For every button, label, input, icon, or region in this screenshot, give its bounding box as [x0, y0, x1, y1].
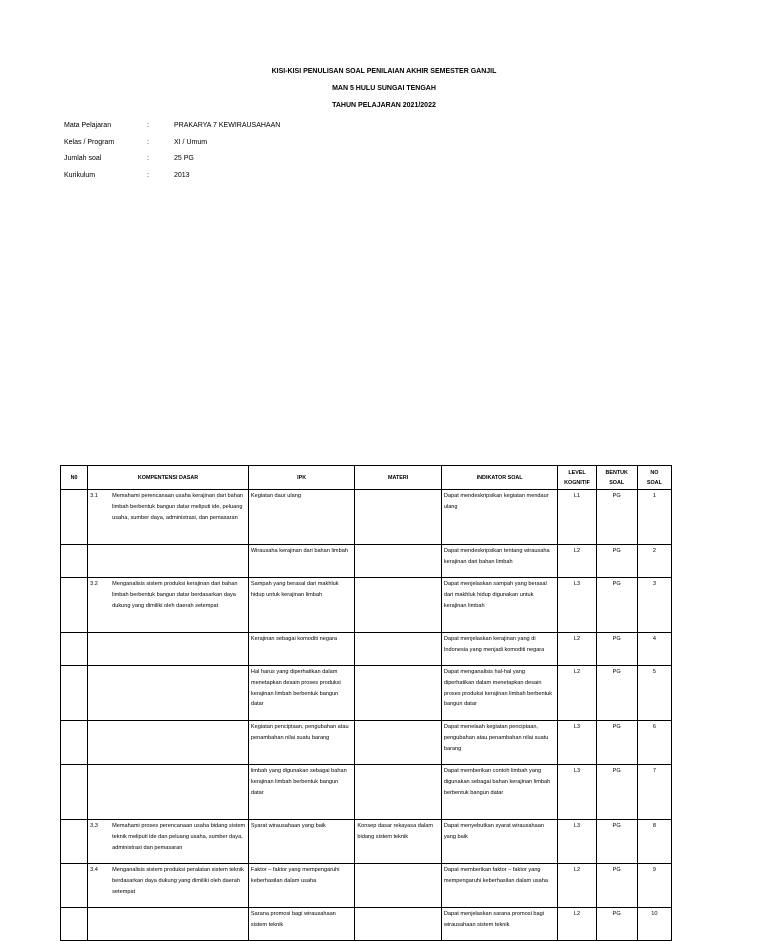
cell-no-soal: 5	[637, 666, 671, 721]
document-meta	[64, 117, 280, 184]
cell-no-soal: 4	[637, 633, 671, 666]
cell-level: L3	[558, 721, 596, 765]
header-level-kognitif	[558, 466, 596, 490]
meta-colon: :	[147, 121, 149, 129]
cell-no	[61, 864, 88, 908]
cell-bentuk: PG	[596, 721, 637, 765]
cell-indikator: Dapat menganalisis hal-hal yang diperhatikan dalam menetapkan desain proses produksi kerajinan limbah berbentuk bangun datar	[441, 666, 558, 721]
cell-kd	[88, 721, 249, 765]
cell-materi	[355, 490, 441, 545]
header-kompetensi-dasar: KOMPENTENSI DASAR	[88, 466, 249, 490]
cell-no-soal: 1	[637, 490, 671, 545]
cell-no	[61, 633, 88, 666]
cell-ipk: Wirausaha kerajinan dari bahan limbah	[248, 545, 355, 578]
cell-no	[61, 721, 88, 765]
cell-no-soal: 10	[637, 908, 671, 941]
cell-ipk: Faktor – faktor yang mempengaruhi keberhasilan dalam usaha	[248, 864, 355, 908]
table-header-row	[61, 466, 672, 490]
cell-no-soal: 2	[637, 545, 671, 578]
cell-materi: Konsep dasar rekayasa dalam bidang sistem teknik	[355, 820, 441, 864]
cell-kd	[88, 864, 249, 908]
table-row	[61, 765, 672, 820]
meta-row-class	[64, 134, 280, 151]
meta-label: Mata Pelajaran	[64, 121, 112, 129]
cell-materi	[355, 633, 441, 666]
document-title-block	[0, 63, 768, 114]
meta-value: 2013	[174, 171, 190, 179]
cell-bentuk: PG	[596, 666, 637, 721]
kd-text: Memahami perencanaan usaha kerajinan dari bahan limbah berbentuk bangun datar meliputi ide, peluang usaha, sumber daya, administrasi, dan pemasaran	[112, 493, 244, 521]
meta-row-curriculum	[64, 167, 280, 184]
cell-kd	[88, 633, 249, 666]
cell-kd	[88, 545, 249, 578]
cell-bentuk: PG	[596, 490, 637, 545]
cell-materi	[355, 578, 441, 633]
kd-text: Menganalisis sistem produksi peralatan sistem teknik berdasarkan daya dukung yang dimiliki oleh daerah setempat	[112, 867, 244, 895]
meta-row-subject	[64, 117, 280, 134]
cell-kd	[88, 578, 249, 633]
header-nosoal-line1: NO	[650, 469, 659, 476]
cell-bentuk: PG	[596, 908, 637, 941]
cell-level: L2	[558, 864, 596, 908]
cell-indikator: Dapat mendeskripsikan tentang wirausaha kerajinan dari bahan limbah	[441, 545, 558, 578]
cell-kd	[88, 820, 249, 864]
cell-kd	[88, 490, 249, 545]
cell-materi	[355, 864, 441, 908]
cell-no	[61, 545, 88, 578]
table-row	[61, 633, 672, 666]
cell-kd	[88, 666, 249, 721]
cell-level: L3	[558, 578, 596, 633]
cell-no-soal: 7	[637, 765, 671, 820]
header-no: N0	[61, 466, 88, 490]
cell-indikator: Dapat menjelaskan sarana promosi bagi wirausahaan sistem teknik	[441, 908, 558, 941]
header-indikator-soal: INDIKATOR SOAL	[441, 466, 558, 490]
header-bentuk-line1: BENTUK	[605, 469, 628, 476]
kd-number: 3.4	[90, 867, 98, 873]
cell-materi	[355, 666, 441, 721]
cell-no-soal: 6	[637, 721, 671, 765]
cell-indikator: Dapat mendeskripsikan kegiatan mendaur ulang	[441, 490, 558, 545]
cell-no	[61, 820, 88, 864]
cell-level: L1	[558, 490, 596, 545]
cell-ipk: Kegiatan penciptaan, pengubahan atau penambahan nilai suatu barang	[248, 721, 355, 765]
cell-bentuk: PG	[596, 765, 637, 820]
header-level-line2: KOGNITIF	[564, 479, 590, 486]
cell-materi	[355, 908, 441, 941]
title-line-2: MAN 5 HULU SUNGAI TENGAH	[332, 85, 436, 92]
cell-kd	[88, 765, 249, 820]
table-row	[61, 721, 672, 765]
cell-no	[61, 666, 88, 721]
title-line-1: KISI-KISI PENULISAN SOAL PENILAIAN AKHIR SEMESTER GANJIL	[271, 68, 497, 75]
table-row	[61, 666, 672, 721]
title-line-3: TAHUN PELAJARAN 2021/2022	[332, 102, 436, 109]
meta-label: Kelas / Program	[64, 138, 115, 146]
cell-level: L3	[558, 765, 596, 820]
header-bentuk-line2: SOAL	[609, 479, 625, 486]
meta-colon: :	[147, 171, 149, 179]
kd-number: 3.3	[90, 823, 98, 829]
cell-level: L3	[558, 820, 596, 864]
cell-kd	[88, 908, 249, 941]
cell-no-soal: 3	[637, 578, 671, 633]
meta-value: 25 PG	[174, 155, 194, 163]
cell-bentuk: PG	[596, 864, 637, 908]
cell-no-soal: 9	[637, 864, 671, 908]
cell-ipk: Kegiatan daur ulang	[248, 490, 355, 545]
cell-bentuk: PG	[596, 545, 637, 578]
header-bentuk-soal	[596, 466, 637, 490]
cell-no	[61, 765, 88, 820]
meta-row-question-count	[64, 150, 280, 167]
table-row	[61, 490, 672, 545]
cell-ipk: limbah yang digunakan sebagai bahan kerajinan limbah berbentuk bangun datar	[248, 765, 355, 820]
cell-ipk: Sarana promosi bagi wirausahaan sistem teknik	[248, 908, 355, 941]
cell-materi	[355, 765, 441, 820]
header-ipk: IPK	[248, 466, 355, 490]
header-nosoal-line2: SOAL	[646, 479, 662, 486]
kd-text: Menganalisis sistem produksi kerajinan dari bahan limbah berbentuk bangun datar berdasarkan daya dukung yang dimiliki oleh daerah setempat	[112, 581, 238, 609]
cell-bentuk: PG	[596, 633, 637, 666]
cell-indikator: Dapat memberikan faktor – faktor yang mempengaruhi keberhasilan dalam usaha	[441, 864, 558, 908]
meta-colon: :	[147, 138, 149, 146]
cell-ipk: Syarat wirausahaan yang baik	[248, 820, 355, 864]
cell-no	[61, 908, 88, 941]
cell-no	[61, 490, 88, 545]
cell-level: L2	[558, 633, 596, 666]
cell-indikator: Dapat memberikan contoh limbah yang digunakan sebagai bahan kerajinan limbah berbentuk bangun datar	[441, 765, 558, 820]
cell-ipk: Hal harus yang diperhatikan dalam menetapkan desain proses produksi kerajinan limbah berbentuk bangun datar	[248, 666, 355, 721]
kd-number: 3.1	[90, 493, 98, 499]
kisi-kisi-table	[60, 465, 672, 941]
cell-level: L2	[558, 908, 596, 941]
cell-bentuk: PG	[596, 820, 637, 864]
cell-level: L2	[558, 545, 596, 578]
meta-label: Kurikulum	[64, 171, 96, 179]
header-materi: MATERI	[355, 466, 441, 490]
table-row	[61, 820, 672, 864]
cell-ipk: Kerajinan sebagai komoditi negara	[248, 633, 355, 666]
cell-indikator: Dapat menjelaskan kerajinan yang di Indonesia yang menjadi komoditi negara	[441, 633, 558, 666]
meta-value: XI / Umum	[174, 138, 208, 146]
meta-colon: :	[147, 155, 149, 163]
cell-indikator: Dapat menyebutkan syarat wirausahaan yang baik	[441, 820, 558, 864]
table-row	[61, 545, 672, 578]
header-no-soal	[637, 466, 671, 490]
cell-ipk: Sampah yang berasal dari makhluk hidup untuk kerajinan limbah	[248, 578, 355, 633]
cell-indikator: Dapat menelaah kegiatan penciptaan, pengubahan atau penambahan nilai suatu barang	[441, 721, 558, 765]
kd-number: 3.2	[90, 581, 98, 587]
cell-materi	[355, 545, 441, 578]
cell-level: L2	[558, 666, 596, 721]
kd-text: Memahami proses perencanaan usaha bidang sistem teknik meliputi ide dan peluang usaha, sumber daya, administrasi dan pemasaran	[112, 823, 246, 851]
table-row	[61, 578, 672, 633]
cell-no	[61, 578, 88, 633]
table-row	[61, 908, 672, 941]
meta-value: PRAKARYA 7 KEWIRAUSAHAAN	[174, 121, 281, 129]
table-row	[61, 864, 672, 908]
cell-indikator: Dapat menjelaskan sampah yang berasal dari makhluk hidup digunakan untuk kerajinan limbah	[441, 578, 558, 633]
cell-bentuk: PG	[596, 578, 637, 633]
cell-no-soal: 8	[637, 820, 671, 864]
header-level-line1: LEVEL	[568, 469, 586, 476]
cell-materi	[355, 721, 441, 765]
meta-label: Jumlah soal	[64, 155, 102, 163]
